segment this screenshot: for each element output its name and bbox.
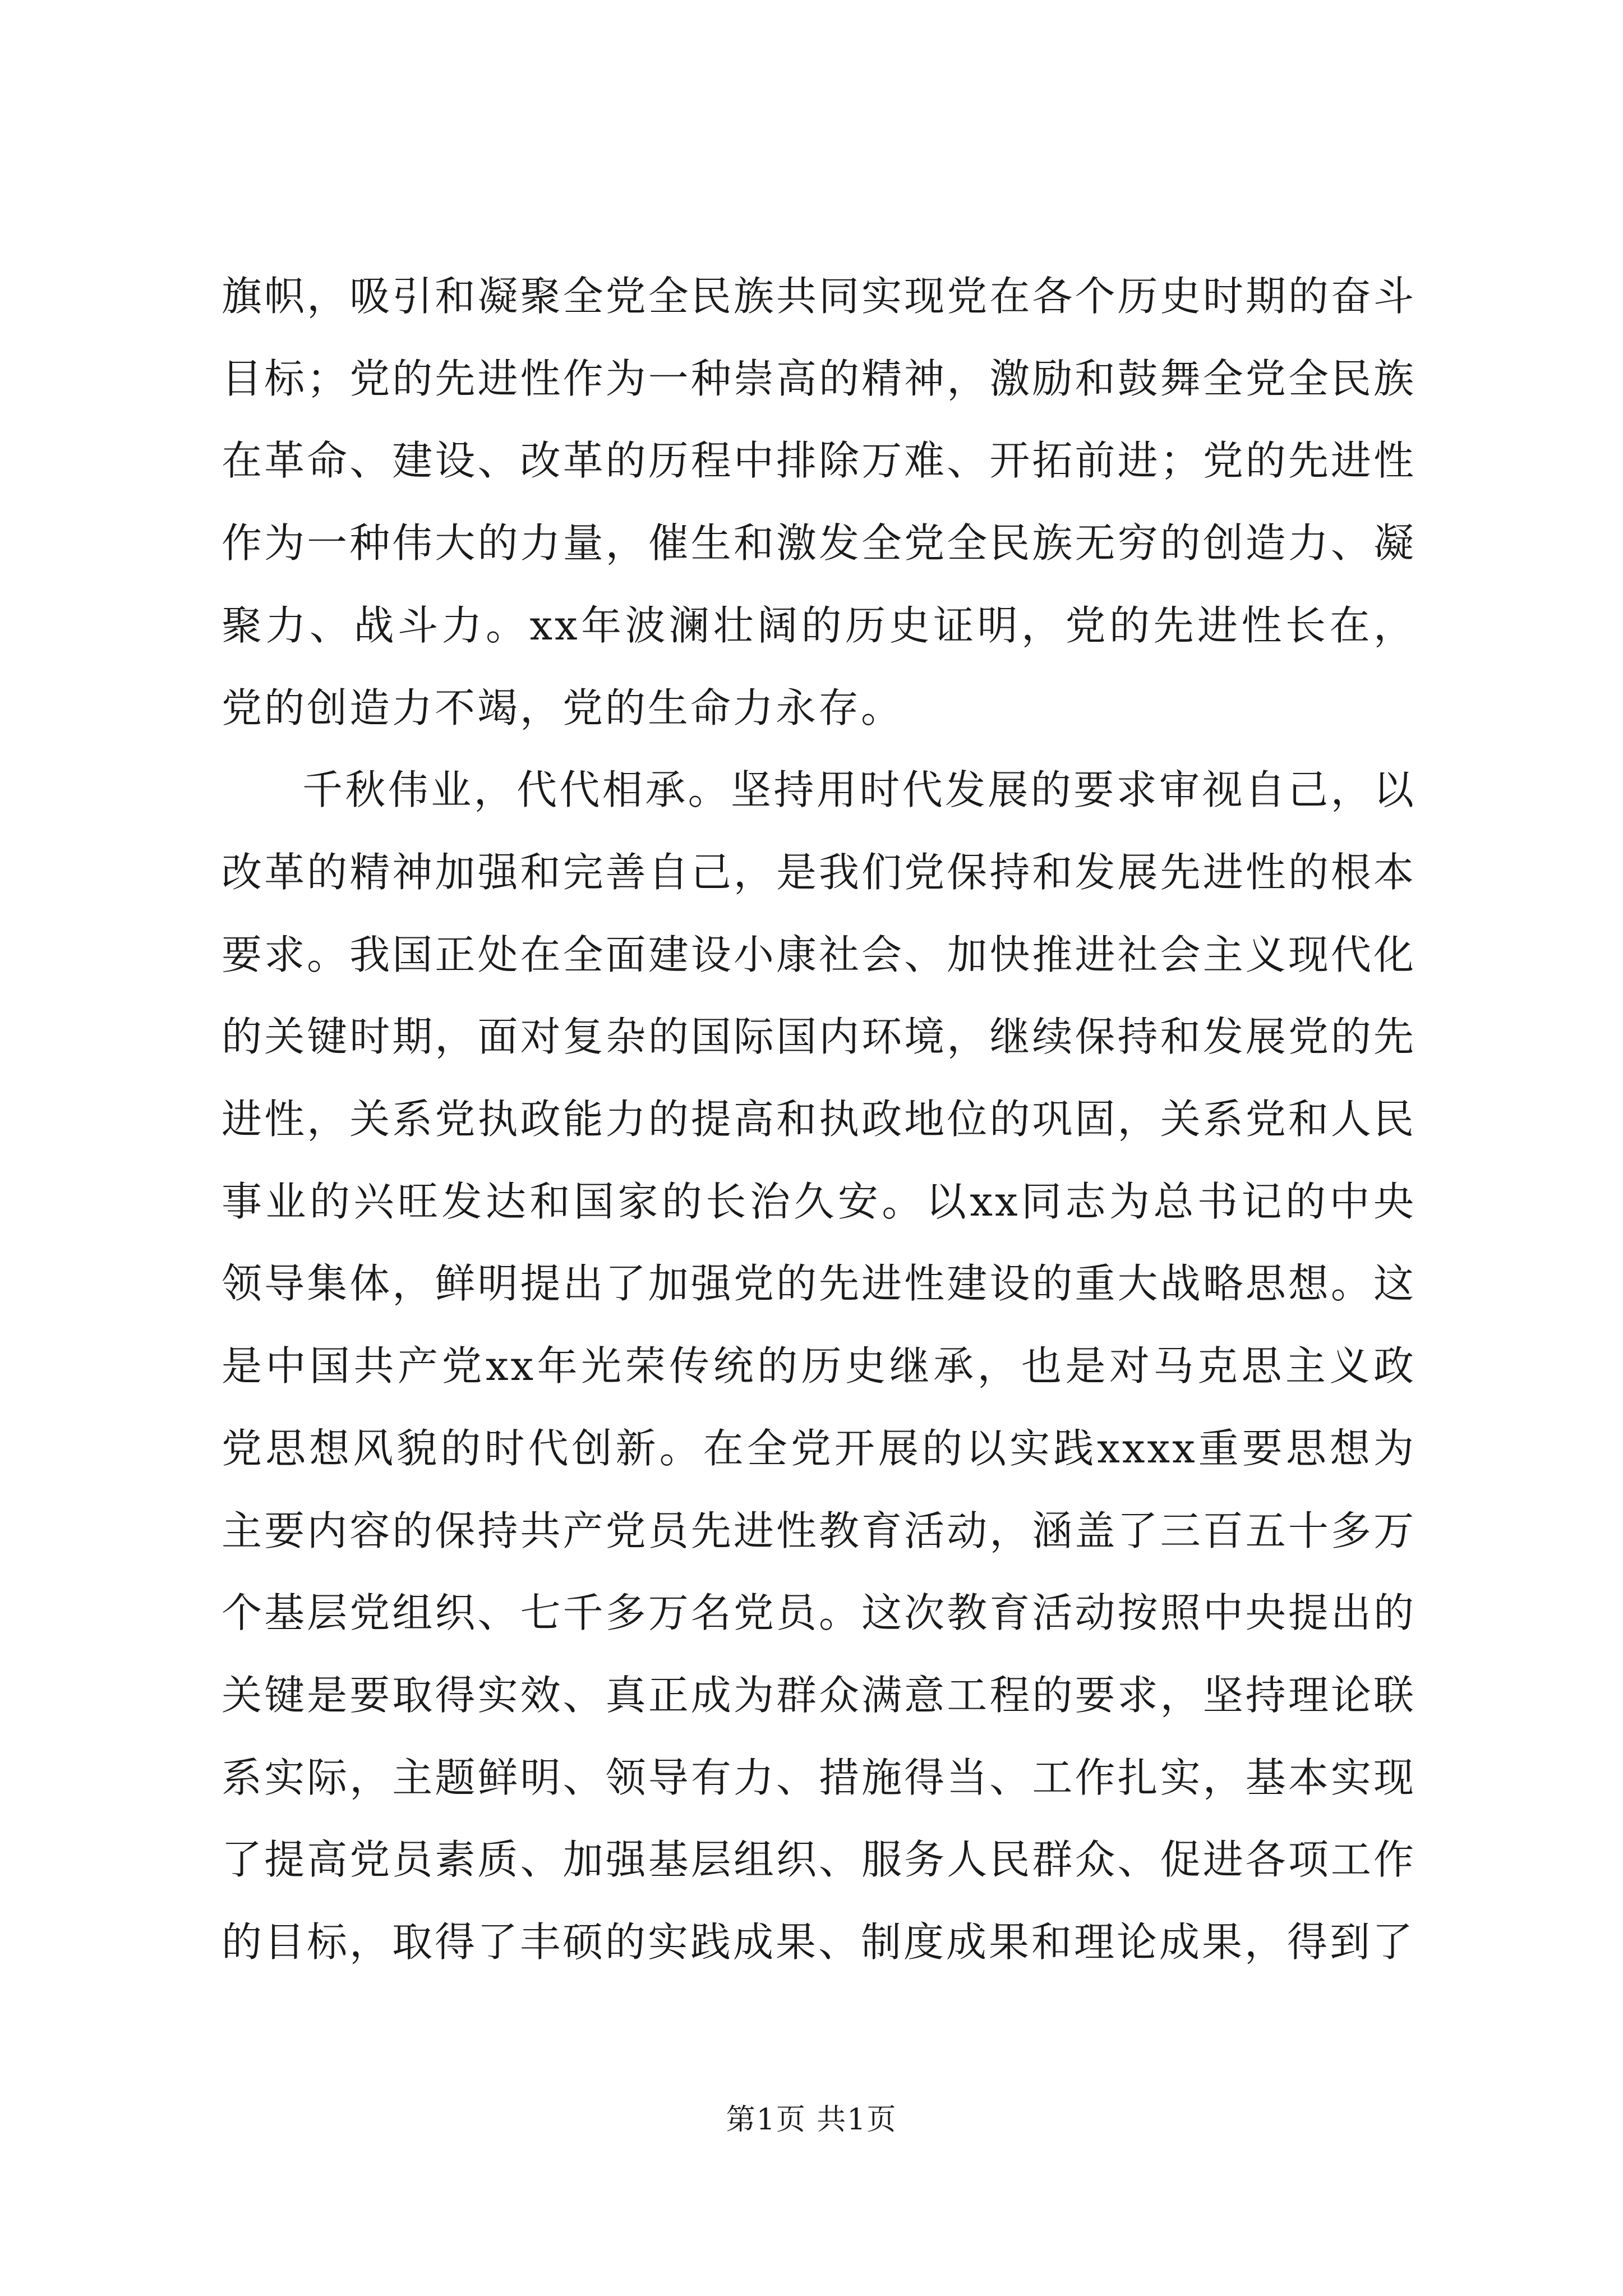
paragraph-1: 旗帜，吸引和凝聚全党全民族共同实现党在各个历史时期的奋斗目标；党的先进性作为一种崇高的精神，激励和鼓舞全党全民族在革命、建设、改革的历程中排除万难、开拓前进；党的先进性作为一种伟大的力量，催生和激发全党全民族无穷的创造力、凝聚力、战斗力。xx年波澜壮阔的历史证明，党的先进性长在，党的创造力不竭，党的生命力永存。 <box>222 273 1416 731</box>
paragraph-2: 千秋伟业，代代相承。坚持用时代发展的要求审视自己，以改革的精神加强和完善自己，是我们党保持和发展先进性的根本要求。我国正处在全面建设小康社会、加快推进社会主义现代化的关键时期，面对复杂的国际国内环境，继续保持和发展党的先进性，关系党执政能力的提高和执政地位的巩固，关系党和人民事业的兴旺发达和国家的长治久安。以xx同志为总书记的中央领导集体，鲜明提出了加强党的先进性建设的重大战略思想。这是中国共产党xx年光荣传统的历史继承，也是对马克思主义政党思想风貌的时代创新。在全党开展的以实践xxxx重要思想为主要内容的保持共产党员先进性教育活动，涵盖了三百五十多万个基层党组织、七千多万名党员。这次教育活动按照中央提出的关键是要取得实效、真正成为群众满意工程的要求，坚持理论联系实际，主题鲜明、领导有力、措施得当、工作扎实，基本实现了提高党员素质、加强基层组织、服务人民群众、促进各项工作的目标，取得了丰硕的实践成果、制度成果和理论成果，得到了 <box>222 766 1416 1966</box>
document-body <box>222 255 1416 1984</box>
page-footer: 第1页 共1页 <box>726 2103 897 2137</box>
